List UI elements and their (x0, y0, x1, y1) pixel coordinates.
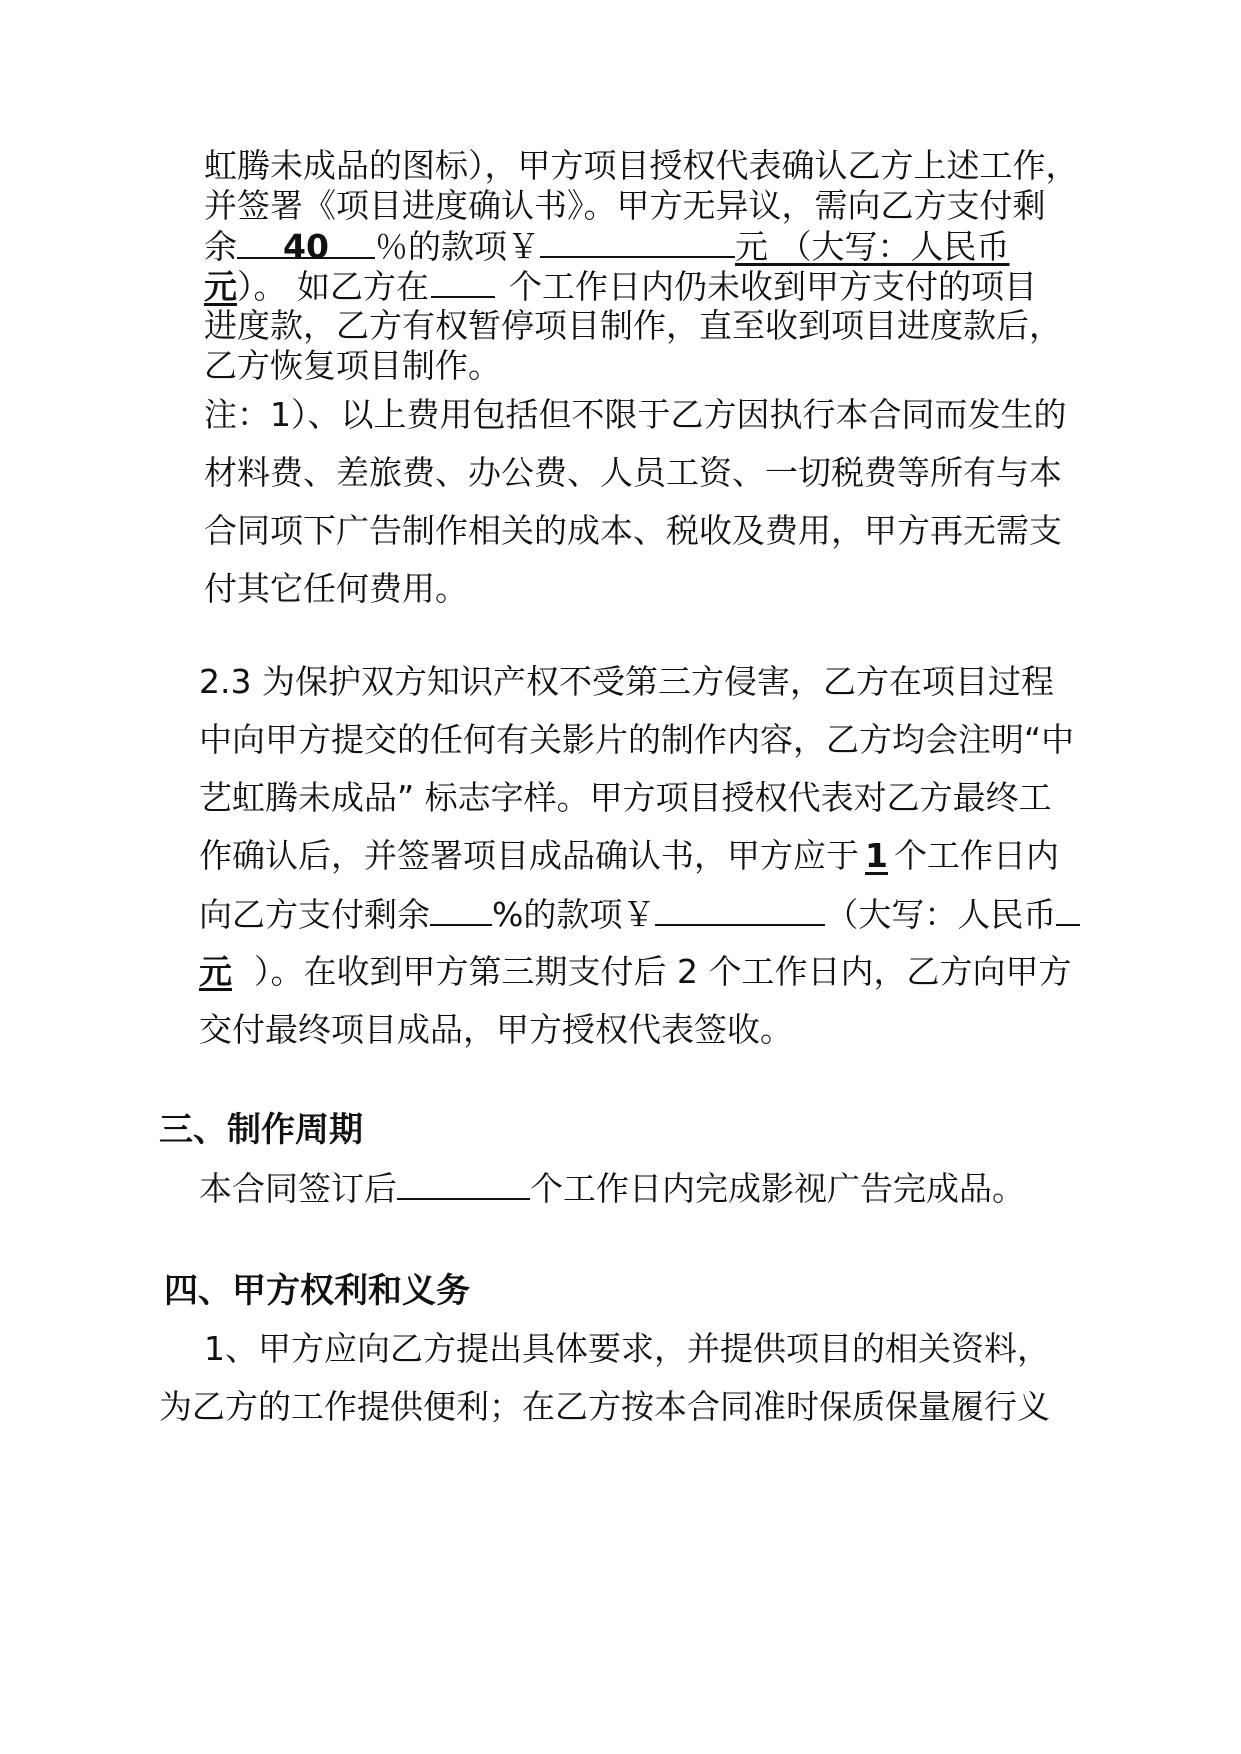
p1-line-4 (204, 266, 1037, 307)
s23-line-2: 中向甲方提交的任何有关影片的制作内容，乙方均会注明“中 (199, 720, 1075, 759)
s23-line-4-text-b: 个工作日内 (893, 836, 1059, 875)
days-blank-1 (431, 266, 495, 298)
s23-yuan-label: 元 (199, 952, 232, 991)
sec3-line-1-text-b: 个工作日内完成影视广告完成品。 (530, 1169, 1025, 1208)
note-line-4: 付其它任何费用。 (204, 569, 468, 608)
s23-line-1: 2.3 为保护双方知识产权不受第三方侵害，乙方在项目过程 (199, 662, 1054, 701)
s23-line-4-text-a: 作确认后，并签署项目成品确认书，甲方应于 (199, 836, 859, 875)
payment-days-value: 1 (865, 836, 888, 875)
period-days-blank (397, 1168, 530, 1200)
s23-line-5 (199, 894, 1080, 935)
p1-line-3-text-b: ％的款项￥ (375, 227, 540, 266)
note-line-2: 材料费、差旅费、办公费、人员工资、一切税费等所有与本 (204, 453, 1062, 492)
p1-line-3 (204, 226, 1010, 267)
section-3-heading: 三、制作周期 (159, 1110, 363, 1150)
s23-line-6 (199, 952, 1071, 992)
p1-line-3-text-c: 元 （大写：人民币 (735, 227, 1010, 266)
s23-line-5-text-c: （大写：人民币 (825, 895, 1057, 934)
p1-line-5: 进度款，乙方有权暂停项目制作，直至收到项目进度款后， (204, 306, 1062, 345)
p1-line-6: 乙方恢复项目制作。 (204, 346, 501, 385)
p1-line-2: 并签署《项目进度确认书》。甲方无异议，需向乙方支付剩 (204, 186, 1046, 225)
percent-blank-2 (430, 894, 492, 926)
s23-line-3: 艺虹腾未成品” 标志字样。甲方项目授权代表对乙方最终工 (199, 778, 1052, 817)
s23-line-7: 交付最终项目成品，甲方授权代表签收。 (199, 1010, 793, 1049)
note-line-1: 注：1）、以上费用包括但不限于乙方因执行本合同而发生的 (204, 395, 1067, 434)
sec4-line-2: 为乙方的工作提供便利；在乙方按本合同准时保质保量履行义 (159, 1387, 1050, 1426)
p1-line-4-text-c: 个工作日内仍未收到甲方支付的项目 (509, 267, 1037, 306)
p1-line-1: 虹腾未成品的图标），甲方项目授权代表确认乙方上述工作， (204, 146, 1079, 185)
amount-blank-1 (540, 226, 735, 258)
sec4-line-1: 1、甲方应向乙方提出具体要求，并提供项目的相关资料， (204, 1329, 1050, 1368)
rmb-blank-2 (1056, 894, 1080, 926)
p1-line-3-text-a: 余 (204, 227, 237, 266)
percent-field-40: 40 (237, 227, 375, 259)
section-4-heading: 四、甲方权利和义务 (164, 1271, 470, 1311)
sec3-line-1-text-a: 本合同签订后 (199, 1169, 397, 1208)
p1-line-4-text-b: ）。 如乙方在 (237, 267, 429, 306)
note-line-3: 合同项下广告制作相关的成本、税收及费用，甲方再无需支 (204, 511, 1062, 550)
s23-line-4 (199, 836, 1059, 876)
amount-blank-2 (655, 894, 825, 926)
s23-line-5-text-a: 向乙方支付剩余 (199, 895, 430, 934)
s23-line-5-text-b: %的款项￥ (492, 895, 656, 934)
sec3-line-1 (199, 1168, 1025, 1209)
s23-line-6-text-b: ）。在收到甲方第三期支付后 2 个工作日内，乙方向甲方 (254, 952, 1072, 991)
p1-yuan-label: 元 (204, 267, 237, 306)
